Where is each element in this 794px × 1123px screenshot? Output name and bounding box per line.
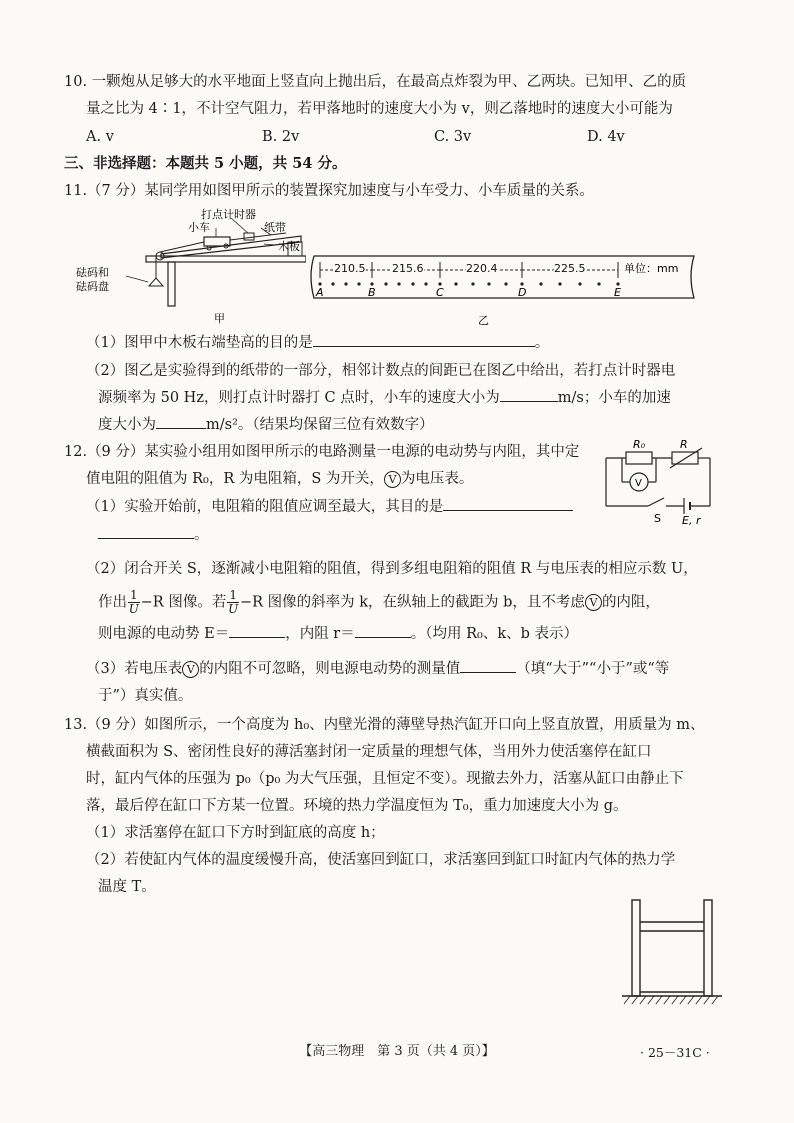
fraction-1-over-u: $\frac{1}{U}$ <box>128 588 139 616</box>
answer-blank[interactable] <box>98 524 194 539</box>
q11-part2-line3: 度大小为 m/s²。（结果均保留三位有效数字） <box>98 414 434 436</box>
tape-unit: 单位：mm <box>624 262 679 275</box>
q12-part3-line2: 于”）真实值。 <box>98 688 193 704</box>
label-tape: 纸带 <box>264 221 286 234</box>
voltmeter-symbol: V <box>585 594 602 611</box>
answer-blank[interactable] <box>355 623 411 638</box>
label-er: E, r <box>682 514 701 527</box>
label-board: 木板 <box>278 240 300 253</box>
label-weights-2: 砝码盘 <box>76 280 109 293</box>
answer-blank[interactable] <box>500 387 558 402</box>
voltmeter-symbol: V <box>182 661 199 678</box>
q10-option-d: D. 4v <box>587 129 625 145</box>
q12-stem-line1: 12.（9 分）某实验小组用如图甲所示的电路测量一电源的电动势与内阻，其中定 <box>64 444 580 460</box>
q10-line1: 10. 一颗炮从足够大的水平地面上竖直向上抛出后，在最高点炸裂为甲、乙两块。已知甲、乙的质 <box>64 74 687 90</box>
label-weights-1: 砝码和 <box>76 266 109 279</box>
q10-line2: 量之比为 4∶1，不计空气阻力，若甲落地时的速度大小为 v，则乙落地时的速度大小可能为 <box>86 101 673 117</box>
q12-part2-line3: 则电源的电动势 E＝ ，内阻 r＝ 。（均用 R₀、k、b 表示） <box>98 623 578 645</box>
label-timer: 打点计时器 <box>201 208 256 221</box>
point-c: C <box>436 286 444 299</box>
point-e: E <box>614 286 621 299</box>
fraction-1-over-u: $\frac{1}{U}$ <box>228 588 239 616</box>
label-r0: R₀ <box>633 438 646 451</box>
section-heading: 三、非选择题：本题共 5 小题，共 54 分。 <box>64 155 347 172</box>
figure-caption-yi: 乙 <box>478 314 489 327</box>
figure-caption-jia: 甲 <box>214 312 225 325</box>
q11-part2-line1: （2）图乙是实验得到的纸带的一部分，相邻计数点的间距已在图乙中给出，若打点计时器电 <box>86 363 676 379</box>
q11-part1: （1）图甲中木板右端垫高的目的是 。 <box>86 332 549 354</box>
q12-part2-line2: 作出 $\frac{1}{U}$ −R 图像。若 $\frac{1}{U}$ −R 图像的斜率为 k，在纵轴上的截距为 b，且不考虑 V 的内阻， <box>98 588 660 616</box>
q12-part1-line2: 。 <box>98 524 209 546</box>
q10-option-b: B. 2v <box>262 129 300 145</box>
answer-blank[interactable] <box>156 414 206 429</box>
distance-de: 225.5 <box>554 262 586 275</box>
label-car: 小车 <box>188 221 210 234</box>
q11-stem: 11.（7 分）某同学用如图甲所示的装置探究加速度与小车受力、小车质量的关系。 <box>64 183 594 199</box>
q13-line2: 横截面积为 S、密闭性良好的薄活塞封闭一定质量的理想气体，当用外力使活塞停在缸口 <box>86 744 652 760</box>
page-footer: 【高三物理 第 3 页（共 4 页）】 <box>299 1044 495 1059</box>
distance-ab: 210.5 <box>334 262 366 275</box>
answer-blank[interactable] <box>229 623 285 638</box>
label-s: S <box>654 512 661 525</box>
q13-line3: 时，缸内气体的压强为 p₀（p₀ 为大气压强，且恒定不变）。现撤去外力，活塞从缸口由静止下 <box>86 771 684 787</box>
point-b: B <box>368 286 376 299</box>
q12-circuit-diagram <box>598 436 718 528</box>
point-d: D <box>518 286 527 299</box>
q11-figure-apparatus <box>76 206 306 326</box>
q12-part3-line1: （3）若电压表 V 的内阻不可忽略，则电源电动势的测量值 （填“大于”“小于”或“等 <box>86 658 669 680</box>
answer-blank[interactable] <box>313 332 535 347</box>
point-a: A <box>316 286 324 299</box>
q12-stem-line2: 值电阻的阻值为 R₀，R 为电阻箱，S 为开关， V 为电压表。 <box>86 471 474 487</box>
q11-part2-line2: 源频率为 50 Hz，则打点计时器打 C 点时，小车的速度大小为 m/s；小车的加速 <box>98 387 671 409</box>
q13-part2-line2: 温度 T。 <box>98 879 156 895</box>
answer-blank[interactable] <box>460 658 516 673</box>
voltmeter-symbol: V <box>384 471 401 488</box>
q13-line1: 13.（9 分）如图所示，一个高度为 h₀、内壁光滑的薄壁导热汽缸开口向上竖直放置，用质量为 m、 <box>64 717 705 733</box>
paper-code: · 25－31C · <box>640 1045 710 1060</box>
q10-option-c: C. 3v <box>434 129 472 145</box>
q10-option-a: A. v <box>86 129 114 145</box>
q13-cylinder-figure <box>618 896 726 1008</box>
label-v: V <box>635 478 642 489</box>
q12-part1-line1: （1）实验开始前，电阻箱的阻值应调至最大，其目的是 <box>86 496 573 518</box>
q13-line4: 落，最后停在缸口下方某一位置。环境的热力学温度恒为 T₀，重力加速度大小为 g。 <box>86 798 628 814</box>
distance-bc: 215.6 <box>392 262 424 275</box>
answer-blank[interactable] <box>443 496 573 511</box>
q13-part1: （1）求活塞停在缸口下方时到缸底的高度 h； <box>86 825 385 841</box>
q13-part2-line1: （2）若使缸内气体的温度缓慢升高，使活塞回到缸口，求活塞回到缸口时缸内气体的热力学 <box>86 852 676 868</box>
distance-cd: 220.4 <box>466 262 498 275</box>
label-r: R <box>680 438 688 451</box>
q11-figure-tape <box>306 250 700 330</box>
q12-part2-line1: （2）闭合开关 S，逐渐减小电阻箱的阻值，得到多组电阻箱的阻值 R 与电压表的相应示数 U， <box>86 561 698 577</box>
